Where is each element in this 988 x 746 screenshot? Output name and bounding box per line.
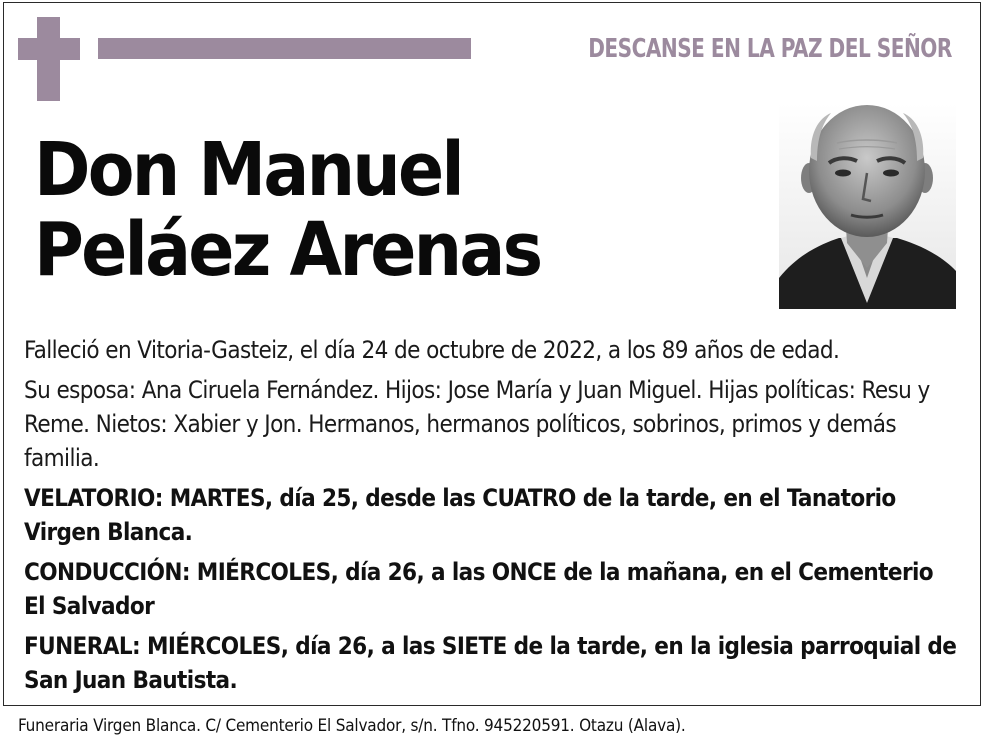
- deceased-name: [34, 127, 541, 293]
- header-decorative-bar: [98, 38, 471, 59]
- deceased-name-line1: Don Manuel: [34, 127, 462, 213]
- deceased-name-line2: Peláez Arenas: [34, 207, 541, 293]
- cross-icon-horizontal: [18, 38, 80, 60]
- funeral-info: FUNERAL: MIÉRCOLES, día 26, a las SIETE de la tarde, en la iglesia parroquial de San Juan Bautista.: [24, 632, 957, 694]
- portrait-photo-icon: [779, 103, 956, 309]
- family-list: Su esposa: Ana Ciruela Fernández. Hijos: Jose María y Juan Miguel. Hijas políticas: Resu y Reme. Nietos: Xabier y Jon. Hermanos, hermanos políticos, sobrinos, primos y demás familia.: [24, 376, 930, 472]
- obituary-body: [24, 333, 960, 703]
- velatorio-info: VELATORIO: MARTES, día 25, desde las CUATRO de la tarde, en el Tanatorio Virgen Blanca.: [24, 484, 896, 546]
- conduccion-info: CONDUCCIÓN: MIÉRCOLES, día 26, a las ONCE de la mañana, en el Cementerio El Salvador: [24, 558, 934, 620]
- portrait-photo: [779, 103, 956, 309]
- funeral-home-footer: Funeraria Virgen Blanca. C/ Cementerio El Salvador, s/n. Tfno. 945220591. Otazu (Alava).: [18, 716, 686, 736]
- header-slogan: DESCANSE EN LA PAZ DEL SEÑOR: [588, 34, 952, 64]
- death-notice: Falleció en Vitoria-Gasteiz, el día 24 de octubre de 2022, a los 89 años de edad.: [24, 336, 840, 364]
